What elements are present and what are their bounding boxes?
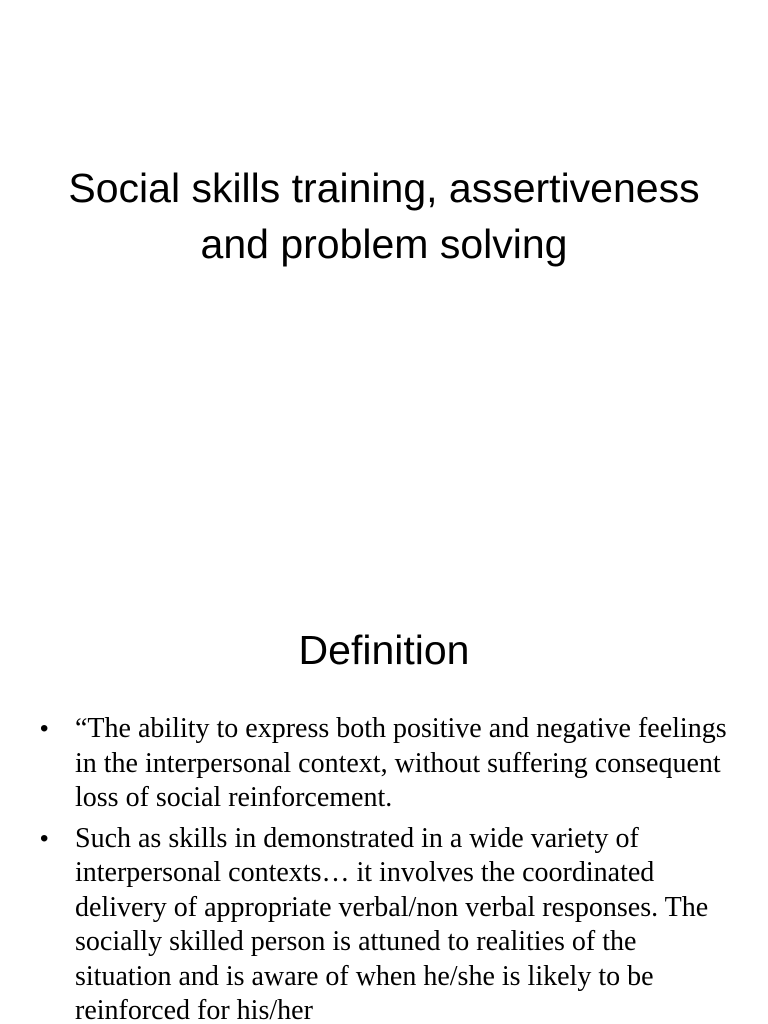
list-item: [0, 712, 768, 816]
bullet-text: Such as skills in demonstrated in a wide variety of interpersonal contexts… it involves the coordinated delivery of appropriate verbal/non verbal responses. The socially skilled person is attuned to realities of the situation and is aware of when he/she is likely to be reinforced for his/her: [75, 822, 709, 1024]
bullet-icon: •: [40, 715, 49, 742]
slide-title: Social skills training, assertiveness and problem solving: [68, 165, 700, 267]
list-item: [0, 822, 768, 1024]
slide-heading: Definition: [298, 627, 470, 673]
bullet-list: [0, 712, 768, 1024]
bullet-icon: •: [40, 824, 49, 852]
bullet-text: “The ability to express both positive and negative feelings in the interpersonal context, without suffering consequent loss of social reinforcement.: [75, 713, 727, 813]
definition-slide: [0, 576, 768, 1024]
